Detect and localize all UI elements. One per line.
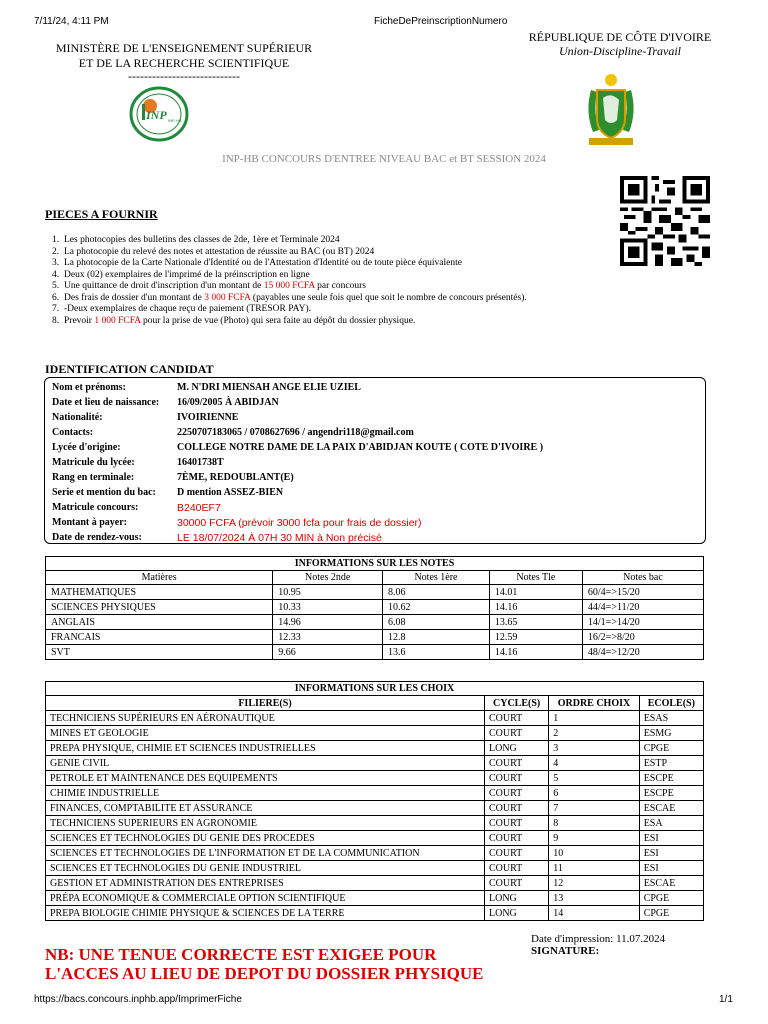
id-row bbox=[52, 395, 697, 410]
notes-cell: SVT bbox=[46, 645, 273, 660]
id-row bbox=[52, 500, 697, 515]
id-label: Contacts: bbox=[52, 427, 94, 438]
choix-column-header: ECOLE(S) bbox=[639, 696, 703, 711]
piece-text: -Deux exemplaires de chaque reçu de paiement (TRESOR PAY). bbox=[64, 304, 312, 314]
republic-name: RÉPUBLIQUE DE CÔTE D'IVOIRE bbox=[528, 30, 712, 44]
choix-cell: ESAS bbox=[639, 711, 703, 726]
id-value: IVOIRIENNE bbox=[177, 412, 239, 423]
id-row bbox=[52, 470, 697, 485]
choix-cell: SCIENCES ET TECHNOLOGIES DU GENIE INDUSTRIEL bbox=[46, 861, 485, 876]
choix-cell: 14 bbox=[549, 906, 639, 921]
ministry-separator: ---------------------------- bbox=[128, 69, 240, 83]
piece-number: 7. bbox=[52, 304, 60, 314]
choix-row bbox=[46, 726, 704, 741]
piece-text-pre: Une quittance de droit d'inscription d'un montant de bbox=[64, 281, 264, 291]
ministry-line-1: MINISTÈRE DE L'ENSEIGNEMENT SUPÉRIEUR bbox=[55, 41, 313, 55]
choix-cell: CPGE bbox=[639, 906, 703, 921]
choix-cell: CPGE bbox=[639, 891, 703, 906]
id-value: LE 18/07/2024 À 07H 30 MIN à Non précisé bbox=[177, 531, 382, 544]
choix-row bbox=[46, 831, 704, 846]
notes-cell: 14/1=>14/20 bbox=[582, 615, 703, 630]
choix-cell: ESI bbox=[639, 846, 703, 861]
choix-cell: ESTP bbox=[639, 756, 703, 771]
choix-row bbox=[46, 891, 704, 906]
choix-row bbox=[46, 876, 704, 891]
piece-text: Les photocopies des bulletins des classes de 2de, 1ère et Terminale 2024 bbox=[64, 235, 340, 245]
notes-cell: ANGLAIS bbox=[46, 615, 273, 630]
notes-cell: 14.01 bbox=[489, 585, 582, 600]
piece-number: 6. bbox=[52, 292, 60, 303]
notes-row bbox=[46, 645, 704, 660]
svg-text:INP: INP bbox=[146, 108, 167, 122]
choix-cell: COURT bbox=[485, 816, 549, 831]
piece-amount: 15 000 FCFA bbox=[263, 281, 315, 291]
piece-item bbox=[52, 235, 572, 247]
piece-text: La photocopie du relevé des notes et attestation de réussite au BAC (ou BT) 2024 bbox=[64, 246, 375, 257]
id-row bbox=[52, 425, 697, 440]
choix-table-title: INFORMATIONS SUR LES CHOIX bbox=[46, 682, 704, 696]
choix-cell: TECHNICIENS SUPÉRIEURS EN AÉRONAUTIQUE bbox=[46, 711, 485, 726]
choix-cell: 10 bbox=[549, 846, 639, 861]
piece-text: La photocopie de la Carte Nationale d'Identité ou de l'Attestation d'Identité ou de toute pièce équivalente bbox=[64, 258, 462, 268]
notes-cell: 14.16 bbox=[489, 645, 582, 660]
piece-item bbox=[52, 258, 572, 270]
choix-cell: 13 bbox=[549, 891, 639, 906]
id-label: Serie et mention du bac: bbox=[52, 487, 156, 498]
id-label: Rang en terminale: bbox=[52, 472, 135, 483]
ministry-block bbox=[24, 41, 344, 84]
notes-cell: FRANCAIS bbox=[46, 630, 273, 645]
choix-cell: TECHNICIENS SUPERIEURS EN AGRONOMIE bbox=[46, 816, 485, 831]
choix-cell: 9 bbox=[549, 831, 639, 846]
print-url[interactable]: https://bacs.concours.inphb.app/ImprimerFiche bbox=[34, 994, 242, 1005]
notes-cell: 10.62 bbox=[383, 600, 490, 615]
notes-cell: 10.33 bbox=[273, 600, 383, 615]
signature-label: SIGNATURE: bbox=[531, 945, 600, 957]
inp-logo-text: INP-HB bbox=[168, 118, 182, 123]
id-value: 2250707183065 / 0708627696 / angendri118@gmail.com bbox=[177, 427, 414, 438]
notes-cell: 12.59 bbox=[489, 630, 582, 645]
republic-motto: Union-Discipline-Travail bbox=[559, 44, 681, 58]
choix-cell: COURT bbox=[485, 831, 549, 846]
inp-hb-logo bbox=[128, 86, 190, 142]
choix-cell: COURT bbox=[485, 771, 549, 786]
notes-cell: 13.65 bbox=[489, 615, 582, 630]
notes-cell: 8.06 bbox=[383, 585, 490, 600]
print-date: Date d'impression: 11.07.2024 bbox=[531, 933, 666, 945]
piece-text-pre: Prevoir bbox=[64, 315, 95, 326]
nb-line-1: NB: UNE TENUE CORRECTE EST EXIGEE POUR bbox=[45, 945, 437, 964]
identification-box bbox=[44, 377, 706, 544]
choix-column-header: ORDRE CHOIX bbox=[549, 696, 639, 711]
piece-text-pre: Des frais de dossier d'un montant de bbox=[64, 292, 205, 303]
notes-cell: 14.96 bbox=[273, 615, 383, 630]
piece-item bbox=[52, 281, 572, 293]
notes-row bbox=[46, 630, 704, 645]
print-datetime: 7/11/24, 4:11 PM bbox=[34, 16, 109, 27]
notes-column-header: Notes bac bbox=[582, 571, 703, 585]
choix-cell: COURT bbox=[485, 861, 549, 876]
choix-cell: COURT bbox=[485, 876, 549, 891]
print-page-title: FicheDePreinscriptionNumero bbox=[374, 16, 508, 27]
choix-cell: MINES ET GEOLOGIE bbox=[46, 726, 485, 741]
choix-cell: COURT bbox=[485, 786, 549, 801]
choix-cell: COURT bbox=[485, 801, 549, 816]
notes-column-header: Notes 1ère bbox=[383, 571, 490, 585]
pieces-heading: PIECES A FOURNIR bbox=[45, 207, 158, 221]
choix-row bbox=[46, 711, 704, 726]
id-value: M. N'DRI MIENSAH ANGE ELIE UZIEL bbox=[177, 382, 361, 393]
notes-table bbox=[45, 556, 704, 660]
choix-row bbox=[46, 756, 704, 771]
choix-cell: ESA bbox=[639, 816, 703, 831]
qr-code-icon bbox=[619, 176, 711, 266]
choix-cell: FINANCES, COMPTABILITE ET ASSURANCE bbox=[46, 801, 485, 816]
pieces-list bbox=[52, 235, 572, 327]
id-value: B240EF7 bbox=[177, 501, 221, 514]
id-value: 16/09/2005 À ABIDJAN bbox=[177, 397, 279, 408]
piece-text-post: par concours bbox=[314, 281, 366, 291]
piece-number: 1. bbox=[52, 235, 60, 245]
piece-amount: 1 000 FCFA bbox=[94, 315, 141, 326]
id-value: D mention ASSEZ-BIEN bbox=[177, 487, 284, 498]
choix-cell: ESMG bbox=[639, 726, 703, 741]
choix-cell: PREPA BIOLOGIE CHIMIE PHYSIQUE & SCIENCES DE LA TERRE bbox=[46, 906, 485, 921]
choix-cell: COURT bbox=[485, 726, 549, 741]
choix-cell: 3 bbox=[549, 741, 639, 756]
choix-cell: LONG bbox=[485, 741, 549, 756]
id-label: Lycée d'origine: bbox=[52, 442, 121, 453]
id-row bbox=[52, 530, 697, 545]
notes-column-header: Notes 2nde bbox=[273, 571, 383, 585]
choix-cell: 11 bbox=[549, 861, 639, 876]
id-row bbox=[52, 380, 697, 395]
id-label: Date et lieu de naissance: bbox=[52, 397, 160, 408]
choix-cell: ESCAE bbox=[639, 801, 703, 816]
notes-cell: 12.8 bbox=[383, 630, 490, 645]
notes-row bbox=[46, 615, 704, 630]
coat-of-arms-icon bbox=[583, 72, 639, 150]
notes-cell: 6.08 bbox=[383, 615, 490, 630]
notes-cell: 44/4=>11/20 bbox=[582, 600, 703, 615]
choix-cell: LONG bbox=[485, 891, 549, 906]
nb-notice bbox=[45, 945, 483, 983]
choix-column-header: FILIERE(S) bbox=[46, 696, 485, 711]
id-value: 7ÈME, REDOUBLANT(E) bbox=[177, 472, 294, 483]
piece-item bbox=[52, 247, 572, 259]
id-row bbox=[52, 485, 697, 500]
choix-cell: 6 bbox=[549, 786, 639, 801]
notes-cell: 13.6 bbox=[383, 645, 490, 660]
notes-table-title: INFORMATIONS SUR LES NOTES bbox=[46, 557, 704, 571]
piece-item bbox=[52, 293, 572, 305]
notes-column-header: Matières bbox=[46, 571, 273, 585]
choix-cell: SCIENCES ET TECHNOLOGIES DE L'INFORMATION ET DE LA COMMUNICATION bbox=[46, 846, 485, 861]
identification-heading: IDENTIFICATION CANDIDAT bbox=[45, 362, 214, 376]
choix-cell: 2 bbox=[549, 726, 639, 741]
notes-cell: 60/4=>15/20 bbox=[582, 585, 703, 600]
choix-cell: COURT bbox=[485, 711, 549, 726]
notes-cell: SCIENCES PHYSIQUES bbox=[46, 600, 273, 615]
choix-cell: CPGE bbox=[639, 741, 703, 756]
piece-amount: 3 000 FCFA bbox=[204, 292, 251, 303]
id-value: 16401738T bbox=[177, 457, 224, 468]
notes-cell: 12.33 bbox=[273, 630, 383, 645]
id-row bbox=[52, 410, 697, 425]
ministry-line-2: ET DE LA RECHERCHE SCIENTIFIQUE bbox=[78, 56, 290, 70]
choix-cell: 5 bbox=[549, 771, 639, 786]
choix-row bbox=[46, 861, 704, 876]
id-label: Nationalité: bbox=[52, 412, 103, 423]
notes-column-header: Notes Tle bbox=[489, 571, 582, 585]
piece-item bbox=[52, 316, 572, 328]
piece-number: 2. bbox=[52, 246, 60, 257]
notes-cell: MATHEMATIQUES bbox=[46, 585, 273, 600]
id-label: Nom et prénoms: bbox=[52, 382, 126, 393]
piece-text: Deux (02) exemplaires de l'imprimé de la préinscription en ligne bbox=[64, 269, 310, 280]
notes-cell: 14.16 bbox=[489, 600, 582, 615]
choix-cell: ESI bbox=[639, 861, 703, 876]
notes-cell: 48/4=>12/20 bbox=[582, 645, 703, 660]
choix-cell: LONG bbox=[485, 906, 549, 921]
choix-cell: 1 bbox=[549, 711, 639, 726]
concours-title: INP-HB CONCOURS D'ENTREE NIVEAU BAC et BT SESSION 2024 bbox=[222, 153, 546, 165]
piece-number: 5. bbox=[52, 281, 60, 291]
choix-cell: PREPA PHYSIQUE, CHIMIE ET SCIENCES INDUSTRIELLES bbox=[46, 741, 485, 756]
piece-text-post: pour la prise de vue (Photo) qui sera faite au dépôt du dossier physique. bbox=[140, 315, 416, 326]
choix-cell: ESI bbox=[639, 831, 703, 846]
piece-item bbox=[52, 270, 572, 282]
choix-cell: PETROLE ET MAINTENANCE DES EQUIPEMENTS bbox=[46, 771, 485, 786]
choix-row bbox=[46, 801, 704, 816]
id-row bbox=[52, 515, 697, 530]
choix-row bbox=[46, 786, 704, 801]
piece-number: 8. bbox=[52, 315, 60, 326]
choix-cell: COURT bbox=[485, 756, 549, 771]
choix-cell: ESCAE bbox=[639, 876, 703, 891]
id-value: COLLEGE NOTRE DAME DE LA PAIX D'ABIDJAN KOUTE ( COTE D'IVOIRE ) bbox=[177, 442, 544, 453]
choix-column-header: CYCLE(S) bbox=[485, 696, 549, 711]
choix-cell: PRÉPA ECONOMIQUE & COMMERCIALE OPTION SCIENTIFIQUE bbox=[46, 891, 485, 906]
piece-number: 3. bbox=[52, 258, 60, 268]
print-page-count: 1/1 bbox=[719, 994, 733, 1005]
id-label: Matricule concours: bbox=[52, 502, 139, 513]
choix-row bbox=[46, 741, 704, 756]
piece-text bbox=[64, 316, 572, 328]
choix-row bbox=[46, 846, 704, 861]
choix-cell: GESTION ET ADMINISTRATION DES ENTREPRISES bbox=[46, 876, 485, 891]
choix-cell: 4 bbox=[549, 756, 639, 771]
id-label: Montant à payer: bbox=[52, 517, 127, 528]
id-row bbox=[52, 440, 697, 455]
choix-cell: CHIMIE INDUSTRIELLE bbox=[46, 786, 485, 801]
id-row bbox=[52, 455, 697, 470]
piece-item bbox=[52, 304, 572, 316]
piece-text bbox=[64, 281, 572, 293]
choix-cell: 8 bbox=[549, 816, 639, 831]
choix-row bbox=[46, 771, 704, 786]
nb-line-2: L'ACCES AU LIEU DE DEPOT DU DOSSIER PHYSIQUE bbox=[45, 964, 484, 983]
choix-cell: ESCPE bbox=[639, 786, 703, 801]
choix-row bbox=[46, 906, 704, 921]
id-value: 30000 FCFA (prévoir 3000 fcfa pour frais de dossier) bbox=[177, 516, 422, 529]
notes-cell: 9.66 bbox=[273, 645, 383, 660]
choix-row bbox=[46, 816, 704, 831]
notes-row bbox=[46, 585, 704, 600]
choix-table bbox=[45, 681, 704, 921]
notes-row bbox=[46, 600, 704, 615]
notes-cell: 10.95 bbox=[273, 585, 383, 600]
choix-cell: 12 bbox=[549, 876, 639, 891]
choix-cell: COURT bbox=[485, 846, 549, 861]
id-label: Date de rendez-vous: bbox=[52, 532, 142, 543]
piece-text bbox=[64, 293, 572, 305]
notes-cell: 16/2=>8/20 bbox=[582, 630, 703, 645]
choix-cell: GENIE CIVIL bbox=[46, 756, 485, 771]
piece-text-post: (payables une seule fois quel que soit le nombre de concours présentés). bbox=[250, 292, 527, 303]
choix-cell: ESCPE bbox=[639, 771, 703, 786]
choix-cell: 7 bbox=[549, 801, 639, 816]
piece-number: 4. bbox=[52, 269, 60, 280]
republic-block bbox=[520, 30, 720, 58]
choix-cell: SCIENCES ET TECHNOLOGIES DU GENIE DES PROCEDES bbox=[46, 831, 485, 846]
id-label: Matricule du lycée: bbox=[52, 457, 135, 468]
